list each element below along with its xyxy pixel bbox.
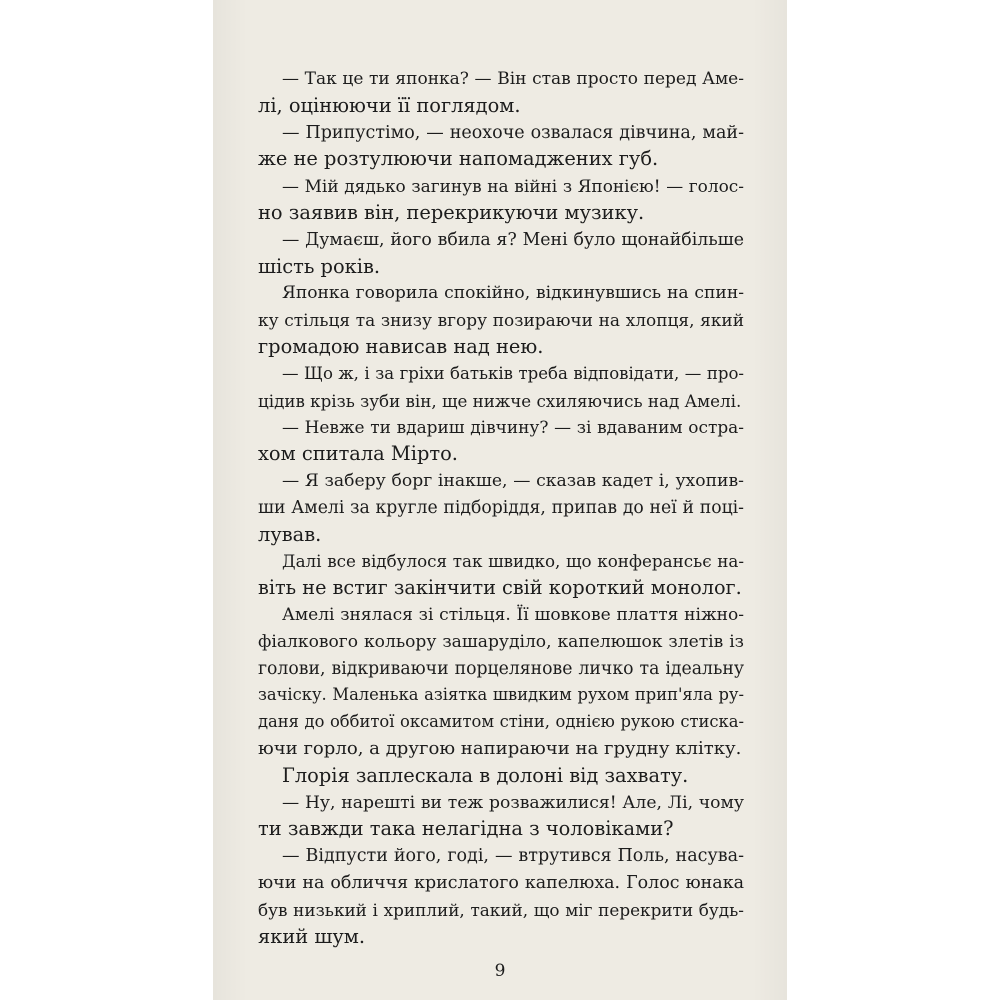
text-line: хом спитала Мірто. — [258, 442, 458, 466]
text-line: же не розтулюючи напомаджених губ. — [258, 147, 659, 171]
text-line: — Що ж, і за гріхи батьків треба відповідати, — про- — [282, 363, 744, 383]
text-line: — Думаєш, його вбила я? Мені було щонайбільше — [282, 229, 744, 250]
text-line: віть не встиг закінчити свій короткий монолог. — [258, 576, 742, 600]
text-line: Японка говорила спокійно, відкинувшись на спин- — [282, 283, 744, 304]
text-line: шість років. — [258, 254, 381, 278]
text-line: Глорія заплескала в долоні від захвату. — [282, 763, 689, 787]
text-line: Далі все відбулося так швидко, що конферансьє на- — [282, 551, 744, 572]
text-line: — Ну, нарешті ви теж розважилися! Але, Лі, чому — [282, 792, 744, 813]
text-line: який шум. — [258, 924, 366, 948]
text-line: ши Амелі за кругле підборіддя, припав до неї й поці- — [258, 497, 744, 518]
text-line: Амелі знялася зі стільця. Її шовкове плаття ніжно- — [282, 604, 744, 625]
text-line: — Так це ти японка? — Він став просто перед Аме- — [282, 69, 744, 89]
text-line: був низький і хриплий, такий, що міг перекрити будь- — [258, 899, 744, 920]
text-line: ючи на обличчя крислатого капелюха. Голос юнака — [258, 872, 744, 893]
text-line: лі, оцінюючи її поглядом. — [258, 93, 521, 117]
book-page — [213, 0, 787, 1000]
text-line: — Відпусти його, годі, — втрутився Поль, насува- — [282, 846, 744, 867]
text-line: — Мій дядько загинув на війні з Японією! — голос- — [282, 176, 744, 197]
text-line: голови, відкриваючи порцелянове личко та ідеальну — [258, 658, 744, 679]
text-line: зачіску. Маленька азіятка швидким рухом прип'яла ру- — [258, 685, 744, 705]
body-text — [258, 66, 744, 950]
text-line: громадою нависав над нею. — [258, 334, 544, 358]
text-line: ку стільця та знизу вгору позираючи на хлопця, який — [258, 310, 744, 331]
text-line: — Я заберу борг інакше, — сказав кадет і, ухопив- — [282, 470, 744, 491]
text-line: ючи горло, а другою напираючи на грудну клітку. — [258, 737, 742, 759]
text-line: фіалкового кольору зашаруділо, капелюшок злетів із — [258, 631, 744, 652]
text-line: даня до оббитої оксамитом стіни, однією рукою стиска- — [258, 712, 744, 732]
text-line: — Невже ти вдариш дівчину? — зі вдаваним остра- — [282, 417, 744, 438]
text-line: но заявив він, перекрикуючи музику. — [258, 200, 645, 224]
text-line: ти завжди така нелагідна з чоловіками? — [258, 817, 674, 841]
text-line: лував. — [258, 522, 322, 546]
page-number: 9 — [494, 961, 506, 981]
text-line: — Припустімо, — неохоче озвалася дівчина, май- — [282, 122, 744, 143]
text-line: цідив крізь зуби він, ще нижче схиляючись над Амелі. — [258, 390, 742, 411]
